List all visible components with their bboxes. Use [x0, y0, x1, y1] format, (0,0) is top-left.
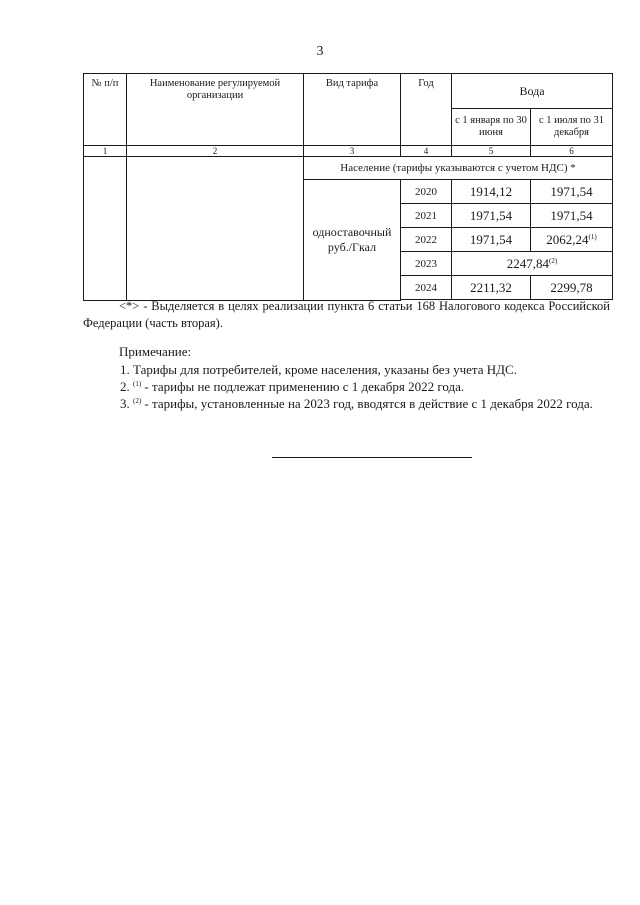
note-1: 1. Тарифы для потребителей, кроме населения, указаны без учета НДС.: [120, 362, 517, 377]
column-index-4: 4: [401, 146, 452, 157]
note-2-number: 2.: [120, 379, 130, 394]
column-index-1: 1: [84, 146, 127, 157]
note-2-marker: (1): [133, 380, 142, 388]
tariff-type-cell: одноставочный руб./Гкал: [304, 180, 401, 301]
header-period-first-half: с 1 января по 30 июня: [452, 109, 531, 146]
header-number: № п/п: [84, 74, 127, 146]
note-3-number: 3.: [120, 396, 130, 411]
tariff-2022-h2-note: (1): [588, 232, 597, 241]
year-2020: 2020: [401, 180, 452, 204]
header-water: Вода: [452, 74, 613, 109]
notes-title: Примечание:: [119, 344, 192, 359]
row-number-cell: [84, 157, 127, 301]
column-index-5: 5: [452, 146, 531, 157]
closing-rule: [272, 457, 472, 458]
header-tariff-type: Вид тарифа: [304, 74, 401, 146]
vat-footnote: <*> - Выделяется в целях реализации пункта 6 статьи 168 Налогового кодекса Российской Федерации (часть вторая).: [83, 299, 610, 330]
organization-name-cell: [127, 157, 304, 301]
note-3-marker: (2): [133, 397, 142, 405]
column-index-3: 3: [304, 146, 401, 157]
note-2: [83, 378, 610, 395]
population-row-label: Население (тарифы указываются с учетом НДС) *: [304, 157, 613, 180]
tariff-2023-value: 2247,84: [506, 255, 550, 271]
note-2-text: - тарифы не подлежат применению с 1 декабря 2022 года.: [141, 379, 465, 394]
tariff-2022-h2: [531, 228, 613, 252]
column-index-6: 6: [531, 146, 613, 157]
year-2023: 2023: [401, 252, 452, 276]
tariff-2022-h1: 1971,54: [452, 228, 531, 252]
tariff-2024-h2: 2299,78: [531, 276, 613, 300]
year-2021: 2021: [401, 204, 452, 228]
year-2022: 2022: [401, 228, 452, 252]
tariff-2020-h2: 1971,54: [531, 180, 613, 204]
tariff-2021-h1: 1971,54: [452, 204, 531, 228]
tariff-2023-merged: [452, 252, 613, 276]
tariff-2022-h2-value: 2062,24: [546, 231, 589, 247]
tariff-table: [83, 73, 613, 301]
note-3: [83, 395, 610, 412]
tariff-2023-note: (2): [549, 256, 558, 265]
page-number: 3: [316, 44, 324, 59]
header-year: Год: [401, 74, 452, 146]
header-organization: Наименование регулируемой организации: [127, 74, 304, 146]
tariff-2021-h2: 1971,54: [531, 204, 613, 228]
header-period-second-half: с 1 июля по 31 декабря: [531, 109, 613, 146]
column-index-2: 2: [127, 146, 304, 157]
note-3-text: - тарифы, установленные на 2023 год, вводятся в действие с 1 декабря 2022 года.: [141, 396, 593, 411]
tariff-2024-h1: 2211,32: [452, 276, 531, 300]
tariff-2020-h1: 1914,12: [452, 180, 531, 204]
year-2024: 2024: [401, 276, 452, 300]
